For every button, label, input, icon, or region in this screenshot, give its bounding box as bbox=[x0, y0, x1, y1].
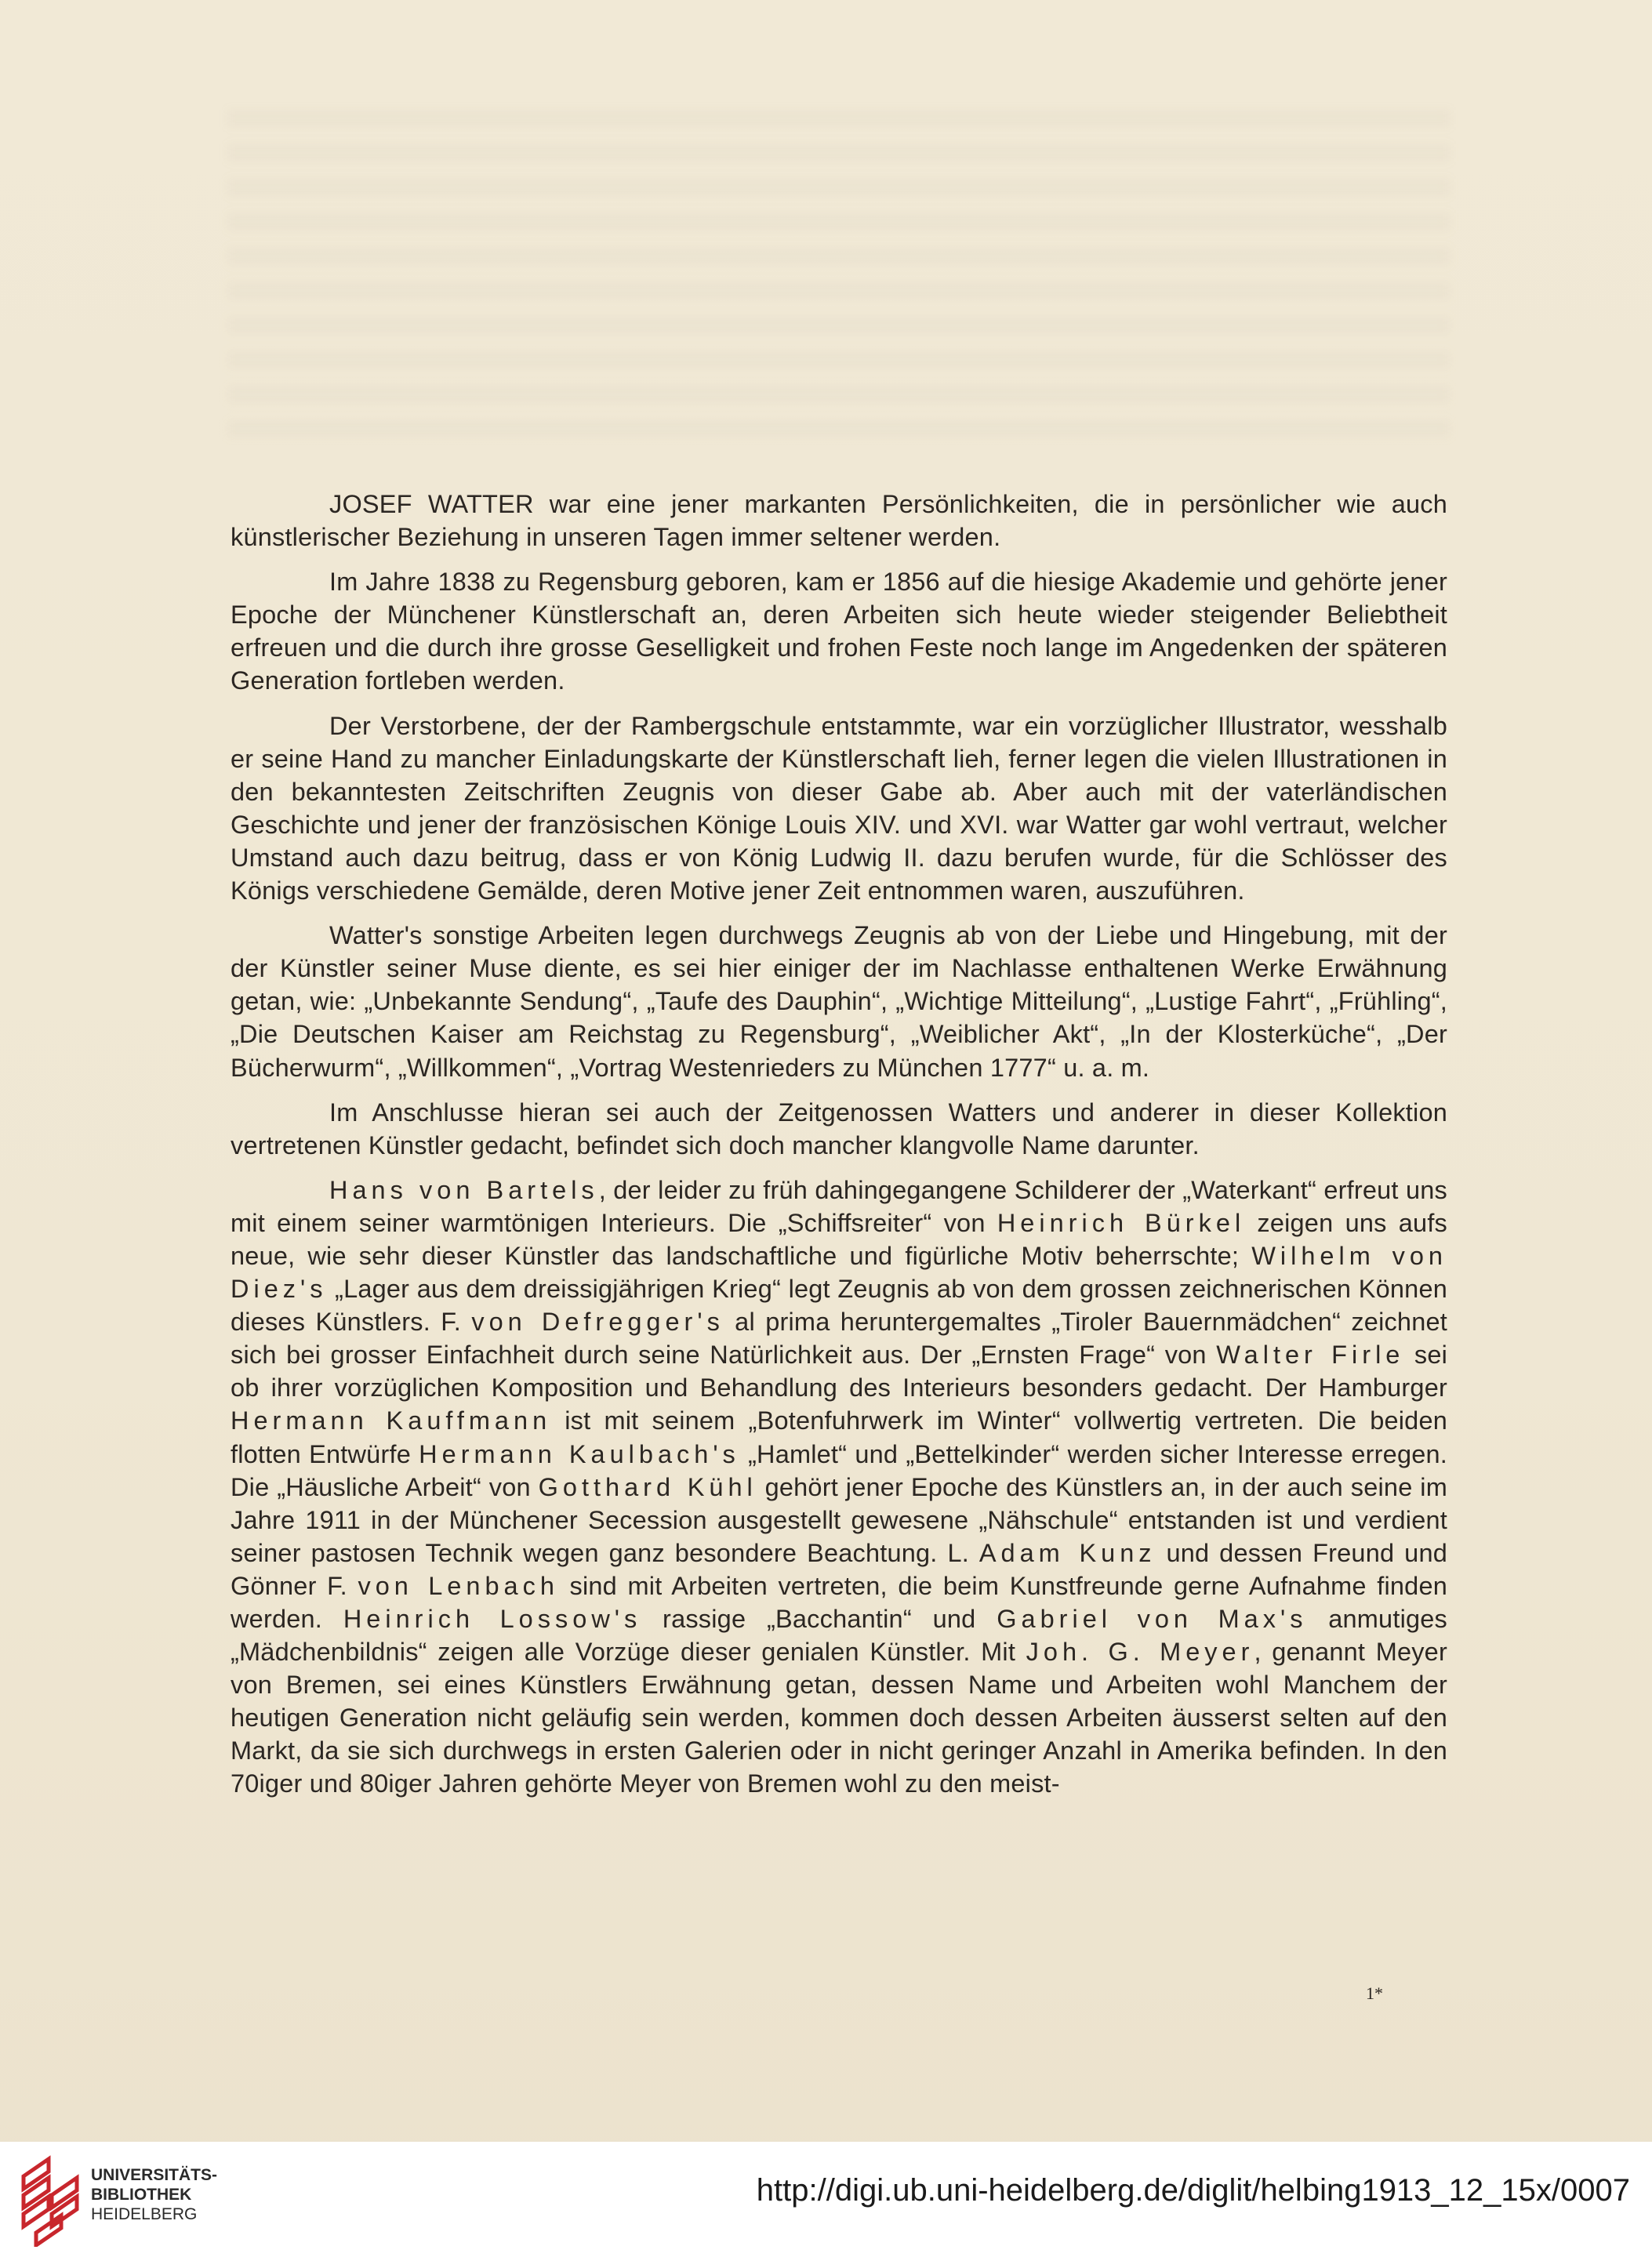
library-line-1: UNIVERSITÄTS- bbox=[91, 2166, 218, 2184]
artist-name: Adam Kunz bbox=[978, 1538, 1156, 1567]
library-line-3: HEIDELBERG bbox=[91, 2205, 198, 2223]
library-line-2: BIBLIOTHEK bbox=[91, 2186, 192, 2204]
text-run: , genannt Meyer von Bremen, sei eines Künstlers Erwähnung getan, dessen Name und Arbeiten wohl Manchem der heutigen Generation nicht geläufig sein werden, kommen doch dessen Arbeiten äusserst selten auf den Markt, da sie sich durchwegs in ersten Galerien oder in nicht geringer Anzahl in Amerika befinden. In den 70iger und 80iger Jahren gehörte Meyer von Bremen wohl zu den meist- bbox=[231, 1638, 1447, 1798]
digitization-footer bbox=[0, 2142, 1652, 2257]
artist-name: von Lenbach bbox=[358, 1571, 559, 1600]
paragraph-2: Im Jahre 1838 zu Regensburg geboren, kam er 1856 auf die hiesige Akademie und gehörte jener Epoche der Münchener Künstlerschaft an, deren Arbeiten sich heute wieder steigender Beliebtheit erfreuen und die durch ihre grosse Geselligkeit und frohen Feste noch lange im Angedenken der späteren Generation fortleben werden. bbox=[231, 568, 1447, 695]
text-run: rassige „Bacchantin“ und bbox=[641, 1605, 997, 1633]
paragraph-4: Watter's sonstige Arbeiten legen durchwegs Zeugnis ab von der Liebe und Hingebung, mit der der Künstler seiner Muse diente, es sei hier einiger der im Nachlasse enthaltenen Werke Erwähnung getan, wie: „Unbekannte Sendung“, „Taufe des Dauphin“, „Wichtige Mitteilung“, „Lustige Fahrt“, „Frühling“, „Die Deutschen Kaiser am Reichstag zu Regensburg“, „Weiblicher Akt“, „In der Klosterküche“, „Der Bücherwurm“, „Willkommen“, „Vortrag Westenrieders zu München 1777“ u. a. m. bbox=[231, 921, 1447, 1082]
text-run: anmutiges „Mädchenbildnis“ zeigen alle Vorzüge dieser genialen Künstler. Mit bbox=[231, 1605, 1447, 1667]
paragraph-3: Der Verstorbene, der der Rambergschule entstammte, war ein vorzüglicher Illustrator, wesshalb er seine Hand zu mancher Einladungskarte der Künstlerschaft lieh, ferner legen die vielen Illustrationen in den bekanntesten Zeitschriften Zeugnis von dieser Gabe ab. Aber auch mit der vaterländischen Geschichte und jener der französischen Könige Louis XIV. und XVI. war Watter gar wohl vertraut, welcher Umstand auch dazu beitrug, dass er von König Ludwig II. dazu berufen wurde, für die Schlösser des Königs verschiedene Gemälde, deren Motive jener Zeit entnommen waren, auszuführen. bbox=[231, 711, 1447, 905]
artist-name: Joh. G. Meyer bbox=[1026, 1638, 1254, 1667]
source-url[interactable]: http://digi.ub.uni-heidelberg.de/diglit/helbing1913_12_15x/0007 bbox=[756, 2173, 1630, 2208]
paragraph-5: Im Anschlusse hieran sei auch der Zeitgenossen Watters und anderer in dieser Kollektion vertretenen Künstler gedacht, befindet sich doch mancher klangvolle Name darunter. bbox=[231, 1098, 1447, 1159]
artist-name: Heinrich Lossow's bbox=[343, 1605, 642, 1633]
artist-name: Heinrich Bürkel bbox=[997, 1208, 1246, 1237]
text-run: sei ob ihrer vorzüglichen Komposition und Behandlung des Interieurs besonders gedacht. Der Hamburger bbox=[231, 1341, 1448, 1402]
paragraph-1: JOSEF WATTER war eine jener markanten Persönlichkeiten, die in persönlicher wie auch künstlerischer Beziehung in unseren Tagen immer seltener werden. bbox=[231, 490, 1447, 552]
text-run: gehört jener Epoche des Künstlers an, in der auch seine im Jahre 1911 in der Münchener Secession ausgestellt gewesene „Nähschule“ entstanden ist und verdient seiner pastosen Technik wegen ganz besondere Beachtung. L. bbox=[231, 1472, 1447, 1567]
artist-name: Gabriel von Max's bbox=[997, 1605, 1308, 1633]
artist-name: Wilhelm von Diez's bbox=[231, 1241, 1447, 1304]
paragraph-6 bbox=[231, 1174, 1447, 1801]
page-number: 1* bbox=[1366, 1983, 1383, 2003]
artist-name: Gotthard Kühl bbox=[538, 1472, 757, 1501]
article-body bbox=[231, 488, 1447, 1812]
artist-name: Hans von Bartels bbox=[329, 1175, 599, 1204]
artist-name: Hermann Kaulbach's bbox=[419, 1439, 740, 1468]
text-run: zeigen uns aufs neue, wie sehr dieser Künstler das landschaftliche und figürliche Motiv beherrschte; bbox=[231, 1208, 1448, 1270]
text-run: ist mit seinem „Botenfuhrwerk im Winter“ vollwertig vertreten. Die beiden flotten Entwürfe bbox=[231, 1406, 1448, 1468]
text-run: sind mit Arbeiten vertreten, die beim Kunstfreunde gerne Aufnahme finden werden. bbox=[231, 1571, 1447, 1633]
artist-name: Hermann Kauffmann bbox=[231, 1406, 552, 1435]
text-run: „Lager aus dem dreissigjährigen Krieg“ legt Zeugnis ab von dem grossen zeichnerischen Können dieses Künstlers. F. bbox=[231, 1275, 1447, 1337]
text-run: , der leider zu früh dahingegangene Schilderer der „Waterkant“ erfreut uns mit einem seiner warmtönigen Interieurs. Die „Schiffsreiter“ von bbox=[231, 1175, 1447, 1237]
text-run: al prima heruntergemaltes „Tiroler Bauernmädchen“ zeichnet sich bei grosser Einfachheit durch seine Natürlichkeit aus. Der „Ernsten Frage“ von bbox=[231, 1308, 1447, 1370]
show-through-text bbox=[227, 110, 1450, 439]
ub-heidelberg-logo-icon bbox=[17, 2154, 86, 2247]
artist-name: Walter Firle bbox=[1216, 1341, 1405, 1370]
artist-name: von Defregger's bbox=[471, 1308, 724, 1337]
text-run: „Hamlet“ und „Bettelkinder“ werden sicher Interesse erregen. Die „Häusliche Arbeit“ von bbox=[231, 1439, 1448, 1501]
text-run: und dessen Freund und Gönner F. bbox=[231, 1538, 1447, 1600]
library-name bbox=[91, 2165, 217, 2224]
